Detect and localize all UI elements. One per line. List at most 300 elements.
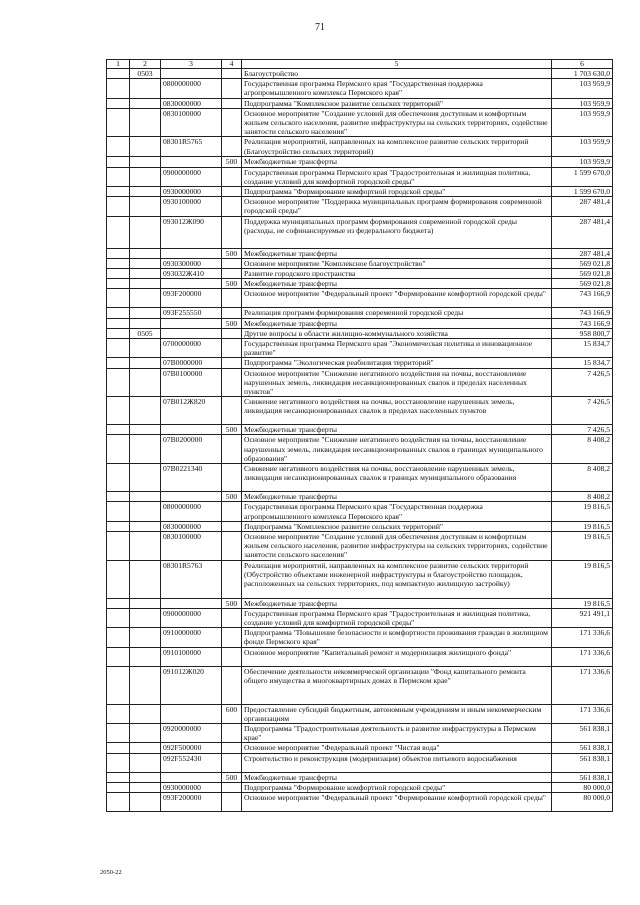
cell-section-code: [130, 216, 161, 248]
table-row: [107, 598, 613, 608]
cell-expense-type: 500: [222, 318, 242, 328]
cell-blank: [107, 464, 130, 492]
cell-section-code: [130, 598, 161, 608]
table-row: [107, 279, 613, 289]
cell-section-code: [130, 772, 161, 782]
cell-blank: [107, 318, 130, 328]
cell-target-code: 092F500000: [161, 743, 222, 753]
cell-amount: 19 816,5: [552, 521, 613, 531]
cell-item-name: Подпрограмма "Формирование комфортной городской среды": [242, 782, 552, 792]
cell-expense-type: [222, 368, 242, 397]
table-row: [107, 521, 613, 531]
cell-amount: 921 491,1: [552, 608, 613, 627]
cell-amount: 958 800,7: [552, 328, 613, 338]
cell-item-name: Межбюджетные трансферты: [242, 772, 552, 782]
table-row: [107, 464, 613, 492]
cell-blank: [107, 647, 130, 666]
cell-item-name: Снижение негативного воздействия на почвы, восстановление нарушенных земель, ликвидация несанкционированных свалок в границах муниципального образования: [242, 464, 552, 492]
table-row: [107, 435, 613, 464]
cell-target-code: [161, 704, 222, 723]
header-row: [107, 60, 613, 69]
cell-expense-type: [222, 108, 242, 137]
cell-amount: 80 000,0: [552, 792, 613, 811]
cell-section-code: [130, 157, 161, 167]
cell-target-code: 07B0200000: [161, 435, 222, 464]
cell-expense-type: [222, 328, 242, 338]
cell-section-code: [130, 628, 161, 647]
cell-expense-type: [222, 358, 242, 368]
cell-blank: [107, 521, 130, 531]
table-body: [107, 69, 613, 812]
cell-amount: 19 816,5: [552, 598, 613, 608]
table-row: [107, 197, 613, 216]
cell-target-code: 093F255550: [161, 308, 222, 318]
cell-target-code: 0910000000: [161, 628, 222, 647]
cell-blank: [107, 197, 130, 216]
cell-expense-type: [222, 608, 242, 627]
cell-item-name: Снижение негативного воздействия на почвы, восстановление нарушенных земель, ликвидация несанкционированных свалок в пределах населенных пунктов: [242, 397, 552, 425]
table-row: [107, 258, 613, 268]
cell-expense-type: [222, 137, 242, 157]
cell-section-code: [130, 258, 161, 268]
cell-item-name: Основное мероприятие "Создание условий для обеспечения доступным и комфортным жильем сельского населения, развитие инфраструктуры на сельских территориях, содействие занятости сельского населения": [242, 108, 552, 137]
cell-blank: [107, 328, 130, 338]
cell-item-name: Обеспечение деятельности некоммерческой организации "Фонд капитального ремонта общего имущества в многоквартирных домах в Пермском крае": [242, 666, 552, 704]
cell-target-code: 08301R5765: [161, 137, 222, 157]
cell-target-code: [161, 248, 222, 258]
table-row: [107, 792, 613, 811]
cell-item-name: Основное мероприятие "Поддержка муниципальных программ формирования современной городской среды": [242, 197, 552, 216]
cell-item-name: Реализация мероприятий, направленных на комплексное развитие сельских территорий (Обустройство объектами инженерной инфраструктуры и благоустройство площадок, расположенных на сельских территориях, под компактную жилищную застройку): [242, 560, 552, 598]
budget-table: [106, 59, 613, 812]
cell-expense-type: [222, 521, 242, 531]
cell-blank: [107, 339, 130, 358]
cell-target-code: 093012Ж090: [161, 216, 222, 248]
cell-expense-type: [222, 69, 242, 79]
cell-expense-type: 500: [222, 598, 242, 608]
cell-amount: 1 599 670,0: [552, 187, 613, 197]
cell-item-name: Государственная программа Пермского края "Градостроительная и жилищная политика, создание условий для комфортной городской среды": [242, 167, 552, 186]
cell-amount: 287 481,4: [552, 248, 613, 258]
cell-section-code: 0503: [130, 69, 161, 79]
cell-expense-type: 600: [222, 704, 242, 723]
cell-item-name: Основное мероприятие "Снижение негативного воздействия на почвы, восстановление нарушенных земель, ликвидация несанкционированных свалок в пределах населенных пунктов": [242, 368, 552, 397]
cell-target-code: 093F200000: [161, 289, 222, 308]
cell-blank: [107, 368, 130, 397]
cell-amount: 19 816,5: [552, 531, 613, 560]
cell-amount: 171 336,6: [552, 704, 613, 723]
cell-target-code: 093032Ж410: [161, 269, 222, 279]
table-header: [107, 60, 613, 69]
cell-expense-type: [222, 197, 242, 216]
cell-expense-type: [222, 79, 242, 98]
cell-section-code: [130, 197, 161, 216]
cell-target-code: 0930300000: [161, 258, 222, 268]
cell-item-name: Межбюджетные трансферты: [242, 598, 552, 608]
cell-section-code: [130, 502, 161, 521]
table-row: [107, 157, 613, 167]
table-row: [107, 753, 613, 772]
cell-item-name: Реализация мероприятий, направленных на комплексное развитие сельских территорий (Благоустройство сельских территорий): [242, 137, 552, 157]
cell-blank: [107, 435, 130, 464]
cell-expense-type: 500: [222, 425, 242, 435]
cell-blank: [107, 772, 130, 782]
column-header-5: 5: [242, 60, 552, 69]
cell-section-code: [130, 792, 161, 811]
cell-blank: [107, 666, 130, 704]
cell-target-code: 0920000000: [161, 723, 222, 742]
table-row: [107, 772, 613, 782]
cell-item-name: Государственная программа Пермского края "Градостроительная и жилищная политика, создание условий для комфортной городской среды": [242, 608, 552, 627]
table-row: [107, 608, 613, 627]
cell-blank: [107, 98, 130, 108]
table-row: [107, 666, 613, 704]
cell-target-code: 093F200000: [161, 792, 222, 811]
table-row: [107, 492, 613, 502]
table-row: [107, 628, 613, 647]
cell-item-name: Поддержка муниципальных программ формирования современной городской среды (расходы, не софинансируемые из федерального бюджета): [242, 216, 552, 248]
cell-item-name: Государственная программа Пермского края "Экономическая политика и инновационное развитие": [242, 339, 552, 358]
cell-target-code: 0830100000: [161, 108, 222, 137]
table-row: [107, 308, 613, 318]
cell-target-code: [161, 318, 222, 328]
cell-blank: [107, 167, 130, 186]
cell-expense-type: [222, 167, 242, 186]
cell-target-code: 0700000000: [161, 339, 222, 358]
cell-section-code: [130, 397, 161, 425]
table-row: [107, 108, 613, 137]
cell-section-code: [130, 521, 161, 531]
cell-section-code: [130, 98, 161, 108]
cell-expense-type: [222, 531, 242, 560]
cell-blank: [107, 792, 130, 811]
table-row: [107, 167, 613, 186]
cell-amount: 103 959,9: [552, 137, 613, 157]
cell-blank: [107, 187, 130, 197]
cell-blank: [107, 308, 130, 318]
cell-amount: 569 021,8: [552, 279, 613, 289]
column-header-1: 1: [107, 60, 130, 69]
page-number: 71: [315, 22, 325, 33]
cell-target-code: [161, 598, 222, 608]
cell-section-code: [130, 289, 161, 308]
cell-expense-type: 500: [222, 772, 242, 782]
cell-target-code: [161, 328, 222, 338]
cell-section-code: [130, 425, 161, 435]
table-row: [107, 425, 613, 435]
cell-blank: [107, 258, 130, 268]
cell-section-code: [130, 704, 161, 723]
cell-blank: [107, 628, 130, 647]
cell-item-name: Государственная программа Пермского края "Государственная поддержка агропромышленного комплекса Пермского края": [242, 502, 552, 521]
cell-amount: 19 816,5: [552, 560, 613, 598]
cell-blank: [107, 248, 130, 258]
cell-section-code: [130, 464, 161, 492]
cell-target-code: [161, 157, 222, 167]
cell-section-code: [130, 647, 161, 666]
cell-section-code: [130, 108, 161, 137]
cell-expense-type: [222, 308, 242, 318]
budget-table-container: [106, 59, 612, 812]
cell-amount: 171 336,6: [552, 666, 613, 704]
cell-target-code: 0830000000: [161, 521, 222, 531]
cell-blank: [107, 216, 130, 248]
table-row: [107, 397, 613, 425]
cell-blank: [107, 289, 130, 308]
cell-blank: [107, 502, 130, 521]
table-row: [107, 269, 613, 279]
cell-item-name: Подпрограмма "Комплексное развитие сельских территорий": [242, 98, 552, 108]
cell-expense-type: [222, 792, 242, 811]
table-row: [107, 531, 613, 560]
cell-expense-type: 500: [222, 279, 242, 289]
cell-blank: [107, 279, 130, 289]
column-header-6: 6: [552, 60, 613, 69]
cell-amount: 8 408,2: [552, 435, 613, 464]
cell-amount: 1 703 630,0: [552, 69, 613, 79]
cell-expense-type: [222, 269, 242, 279]
cell-blank: [107, 79, 130, 98]
cell-expense-type: [222, 98, 242, 108]
cell-blank: [107, 782, 130, 792]
cell-blank: [107, 425, 130, 435]
cell-section-code: [130, 248, 161, 258]
cell-item-name: Подпрограмма "Формирование комфортной городской среды": [242, 187, 552, 197]
cell-amount: 743 166,9: [552, 318, 613, 328]
cell-target-code: 0930000000: [161, 187, 222, 197]
cell-item-name: Благоустройство: [242, 69, 552, 79]
column-header-3: 3: [161, 60, 222, 69]
cell-expense-type: [222, 628, 242, 647]
cell-blank: [107, 531, 130, 560]
cell-section-code: [130, 308, 161, 318]
cell-expense-type: [222, 397, 242, 425]
cell-blank: [107, 704, 130, 723]
column-header-4: 4: [222, 60, 242, 69]
cell-target-code: 07B0221340: [161, 464, 222, 492]
table-row: [107, 358, 613, 368]
footer-document-code: 2050-22: [100, 869, 122, 876]
cell-expense-type: 500: [222, 248, 242, 258]
cell-blank: [107, 492, 130, 502]
cell-expense-type: [222, 187, 242, 197]
cell-section-code: [130, 666, 161, 704]
cell-blank: [107, 269, 130, 279]
cell-amount: 7 426,5: [552, 425, 613, 435]
cell-target-code: 0830000000: [161, 98, 222, 108]
cell-item-name: Подпрограмма "Повышение безопасности и комфортности проживания граждан в жилищном фонде Пермского края": [242, 628, 552, 647]
cell-section-code: [130, 137, 161, 157]
cell-item-name: Предоставление субсидий бюджетным, автономным учреждениям и иным некоммерческим организациям: [242, 704, 552, 723]
cell-expense-type: [222, 464, 242, 492]
cell-blank: [107, 137, 130, 157]
cell-section-code: [130, 79, 161, 98]
cell-amount: 743 166,9: [552, 308, 613, 318]
cell-blank: [107, 157, 130, 167]
cell-section-code: [130, 723, 161, 742]
cell-section-code: [130, 531, 161, 560]
cell-section-code: [130, 368, 161, 397]
cell-expense-type: [222, 723, 242, 742]
cell-amount: 80 000,0: [552, 782, 613, 792]
cell-blank: [107, 560, 130, 598]
cell-expense-type: [222, 216, 242, 248]
table-row: [107, 187, 613, 197]
cell-target-code: 0830100000: [161, 531, 222, 560]
cell-blank: [107, 108, 130, 137]
cell-amount: 287 481,4: [552, 197, 613, 216]
cell-expense-type: [222, 258, 242, 268]
cell-section-code: [130, 492, 161, 502]
cell-item-name: Основное мероприятие "Создание условий для обеспечения доступным и комфортным жильем сельского населения, развитие инфраструктуры на сельских территориях, содействие занятости сельского населения": [242, 531, 552, 560]
cell-expense-type: [222, 502, 242, 521]
cell-amount: 561 838,1: [552, 723, 613, 742]
cell-expense-type: 500: [222, 492, 242, 502]
cell-section-code: [130, 269, 161, 279]
cell-amount: 569 021,8: [552, 258, 613, 268]
cell-item-name: Межбюджетные трансферты: [242, 279, 552, 289]
cell-amount: 103 959,9: [552, 98, 613, 108]
cell-item-name: Подпрограмма "Комплексное развитие сельских территорий": [242, 521, 552, 531]
table-row: [107, 248, 613, 258]
table-row: [107, 743, 613, 753]
table-row: [107, 368, 613, 397]
cell-expense-type: [222, 782, 242, 792]
cell-section-code: [130, 279, 161, 289]
cell-blank: [107, 743, 130, 753]
cell-amount: 171 336,6: [552, 647, 613, 666]
cell-expense-type: [222, 753, 242, 772]
cell-expense-type: [222, 289, 242, 308]
cell-amount: 561 838,1: [552, 772, 613, 782]
cell-target-code: [161, 492, 222, 502]
table-row: [107, 704, 613, 723]
table-row: [107, 647, 613, 666]
cell-amount: 561 838,1: [552, 753, 613, 772]
cell-blank: [107, 69, 130, 79]
cell-expense-type: [222, 339, 242, 358]
cell-amount: 103 959,9: [552, 157, 613, 167]
cell-item-name: Основное мероприятие "Федеральный проект "Чистая вода": [242, 743, 552, 753]
cell-amount: 15 834,7: [552, 358, 613, 368]
cell-item-name: Реализация программ формирования современной городской среды: [242, 308, 552, 318]
cell-blank: [107, 397, 130, 425]
cell-target-code: 0930100000: [161, 197, 222, 216]
cell-amount: 8 408,2: [552, 492, 613, 502]
cell-expense-type: [222, 743, 242, 753]
table-row: [107, 723, 613, 742]
cell-item-name: Подпрограмма "Градостроительная деятельность и развитие инфраструктуры в Пермском крае": [242, 723, 552, 742]
cell-amount: 7 426,5: [552, 368, 613, 397]
cell-blank: [107, 753, 130, 772]
cell-item-name: Межбюджетные трансферты: [242, 157, 552, 167]
table-row: [107, 782, 613, 792]
cell-amount: 1 599 670,0: [552, 167, 613, 186]
cell-target-code: 0800000000: [161, 502, 222, 521]
cell-target-code: 0800000000: [161, 79, 222, 98]
table-row: [107, 318, 613, 328]
cell-item-name: Основное мероприятие "Федеральный проект "Формирование комфортной городской среды": [242, 289, 552, 308]
cell-expense-type: [222, 666, 242, 704]
cell-amount: 569 021,8: [552, 269, 613, 279]
cell-amount: 19 816,5: [552, 502, 613, 521]
cell-blank: [107, 598, 130, 608]
cell-target-code: [161, 425, 222, 435]
cell-item-name: Межбюджетные трансферты: [242, 248, 552, 258]
table-row: [107, 289, 613, 308]
cell-section-code: [130, 782, 161, 792]
cell-target-code: 0930000000: [161, 782, 222, 792]
cell-item-name: Основное мероприятие "Снижение негативного воздействия на почвы, восстановление нарушенных земель, ликвидация несанкционированных свалок в границах муниципального образования": [242, 435, 552, 464]
cell-target-code: 0910100000: [161, 647, 222, 666]
cell-amount: 8 408,2: [552, 464, 613, 492]
cell-amount: 743 166,9: [552, 289, 613, 308]
cell-target-code: 0900000000: [161, 167, 222, 186]
cell-section-code: [130, 753, 161, 772]
table-row: [107, 98, 613, 108]
cell-amount: 561 838,1: [552, 743, 613, 753]
table-row: [107, 137, 613, 157]
cell-section-code: [130, 358, 161, 368]
cell-blank: [107, 723, 130, 742]
cell-section-code: [130, 167, 161, 186]
column-header-2: 2: [130, 60, 161, 69]
table-row: [107, 79, 613, 98]
cell-amount: 171 336,6: [552, 628, 613, 647]
cell-item-name: Государственная программа Пермского края "Государственная поддержка агропромышленного комплекса Пермского края": [242, 79, 552, 98]
cell-section-code: [130, 187, 161, 197]
cell-expense-type: [222, 560, 242, 598]
cell-blank: [107, 608, 130, 627]
cell-target-code: 07B0000000: [161, 358, 222, 368]
cell-target-code: 0900000000: [161, 608, 222, 627]
cell-amount: 15 834,7: [552, 339, 613, 358]
cell-section-code: [130, 743, 161, 753]
cell-section-code: 0505: [130, 328, 161, 338]
cell-target-code: 08301R5763: [161, 560, 222, 598]
cell-amount: 7 426,5: [552, 397, 613, 425]
cell-item-name: Развитие городского пространства: [242, 269, 552, 279]
cell-amount: 103 959,9: [552, 108, 613, 137]
cell-section-code: [130, 608, 161, 627]
cell-section-code: [130, 560, 161, 598]
cell-amount: 103 959,9: [552, 79, 613, 98]
cell-target-code: 091012Ж020: [161, 666, 222, 704]
cell-amount: 287 481,4: [552, 216, 613, 248]
cell-item-name: Другие вопросы в области жилищно-коммунального хозяйства: [242, 328, 552, 338]
cell-target-code: 07B012Ж820: [161, 397, 222, 425]
table-row: [107, 328, 613, 338]
cell-target-code: 092F552430: [161, 753, 222, 772]
cell-item-name: Межбюджетные трансферты: [242, 318, 552, 328]
table-row: [107, 216, 613, 248]
cell-section-code: [130, 435, 161, 464]
cell-target-code: [161, 279, 222, 289]
cell-section-code: [130, 339, 161, 358]
cell-blank: [107, 358, 130, 368]
table-row: [107, 339, 613, 358]
cell-item-name: Межбюджетные трансферты: [242, 425, 552, 435]
table-row: [107, 560, 613, 598]
cell-expense-type: [222, 435, 242, 464]
cell-item-name: Строительство и реконструкция (модернизация) объектов питьевого водоснабжения: [242, 753, 552, 772]
cell-item-name: Основное мероприятие "Федеральный проект "Формирование комфортной городской среды": [242, 792, 552, 811]
cell-expense-type: 500: [222, 157, 242, 167]
table-row: [107, 69, 613, 79]
cell-item-name: Межбюджетные трансферты: [242, 492, 552, 502]
cell-item-name: Основное мероприятие "Капитальный ремонт и модернизация жилищного фонда": [242, 647, 552, 666]
cell-target-code: 07B0100000: [161, 368, 222, 397]
